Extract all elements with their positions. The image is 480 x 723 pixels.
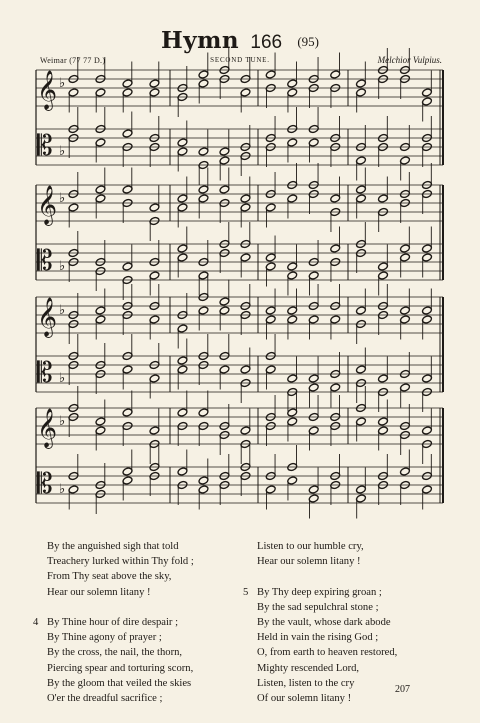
note-head	[287, 476, 298, 485]
note-head	[122, 79, 133, 88]
flat-sign-icon: ♭	[59, 259, 66, 274]
c-clef-icon: 𝄡	[37, 467, 53, 500]
note-head	[330, 194, 341, 203]
note-head	[265, 306, 276, 315]
note-head	[149, 426, 160, 435]
note-head	[177, 244, 188, 253]
verse-text: By Thine hour of dire despair ;	[47, 616, 179, 628]
note-head	[177, 324, 188, 333]
flat-sign-icon: ♭	[59, 303, 66, 318]
note-head	[422, 374, 433, 383]
note-head	[400, 467, 411, 476]
treble-clef-icon: 𝄞	[37, 185, 58, 225]
verse-text: By Thine agony of prayer ;	[47, 632, 162, 644]
flat-sign-icon: ♭	[59, 371, 66, 386]
verse-line	[33, 645, 243, 660]
verse-line	[33, 615, 243, 630]
note-head	[177, 194, 188, 203]
verse-text: O, from earth to heaven restored,	[257, 647, 398, 659]
note-head	[287, 408, 298, 417]
verse-line	[243, 691, 458, 706]
note-head	[308, 426, 319, 435]
verse-text: Of our solemn litany !	[257, 692, 352, 704]
note-head	[95, 417, 106, 426]
note-head	[68, 203, 79, 212]
verse-line	[243, 600, 458, 615]
note-head	[378, 417, 389, 426]
note-head	[122, 476, 133, 485]
note-head	[308, 271, 319, 280]
note-head	[95, 88, 106, 97]
c-clef-icon: 𝄡	[37, 244, 53, 277]
verse-text: By the sad sepulchral stone ;	[257, 601, 379, 613]
verse-text: Hear our solemn litany !	[257, 556, 361, 568]
verse-text: Listen to our humble cry,	[257, 541, 364, 552]
verse-line	[243, 585, 458, 600]
note-head	[122, 88, 133, 97]
verse-line	[243, 539, 458, 554]
note-head	[149, 271, 160, 280]
note-head	[122, 365, 133, 374]
verse-text: By the anguished sigh that told	[47, 541, 179, 552]
note-head	[68, 485, 79, 494]
verse-line	[33, 569, 243, 584]
note-head	[330, 70, 341, 79]
treble-clef-icon: 𝄞	[37, 408, 58, 448]
note-head	[177, 203, 188, 212]
treble-clef-icon: 𝄞	[37, 297, 58, 337]
note-head	[95, 194, 106, 203]
verse-text: By Thy deep expiring groan ;	[257, 586, 382, 598]
note-head	[308, 138, 319, 147]
note-head	[400, 253, 411, 262]
note-head	[177, 365, 188, 374]
verse-text: From Thy seat above the sky,	[47, 571, 172, 583]
note-head	[95, 138, 106, 147]
verse-line	[33, 585, 243, 600]
note-head	[378, 194, 389, 203]
composer-name: Melchior Vulpius.	[377, 55, 442, 65]
verse-text: Hear our solemn litany !	[47, 586, 151, 598]
note-head	[287, 79, 298, 88]
verse-column-left	[33, 539, 243, 706]
note-head	[378, 262, 389, 271]
note-head	[265, 262, 276, 271]
note-head	[177, 467, 188, 476]
note-head	[240, 194, 251, 203]
note-head	[198, 185, 209, 194]
note-head	[400, 315, 411, 324]
note-head	[422, 485, 433, 494]
note-head	[422, 253, 433, 262]
c-clef-icon: 𝄡	[37, 129, 53, 162]
note-head	[356, 194, 367, 203]
note-head	[287, 417, 298, 426]
note-head	[356, 417, 367, 426]
verse-line	[243, 676, 458, 691]
note-head	[219, 147, 230, 156]
note-head	[287, 306, 298, 315]
note-head	[149, 203, 160, 212]
verse-text: By the gloom that veiled the skies	[47, 677, 192, 689]
verse-line	[33, 600, 243, 615]
note-head	[356, 365, 367, 374]
verse-text: Piercing spear and torturing scorn,	[47, 662, 194, 674]
tune-name: Weimar (77 77 D.)	[40, 56, 106, 65]
note-head	[330, 383, 341, 392]
note-head	[422, 97, 433, 106]
flat-sign-icon: ♭	[59, 482, 66, 497]
note-head	[198, 476, 209, 485]
note-head	[198, 70, 209, 79]
verse-line	[243, 554, 458, 569]
note-head	[400, 306, 411, 315]
flat-sign-icon: ♭	[59, 76, 66, 91]
note-head	[240, 253, 251, 262]
note-head	[198, 79, 209, 88]
note-head	[400, 383, 411, 392]
note-head	[287, 194, 298, 203]
note-head	[149, 88, 160, 97]
c-clef-icon: 𝄡	[37, 356, 53, 389]
note-head	[330, 315, 341, 324]
note-head	[356, 88, 367, 97]
verse-line	[243, 645, 458, 660]
note-head	[219, 156, 230, 165]
verse-text: Held in vain the rising God ;	[257, 632, 379, 644]
note-head	[378, 426, 389, 435]
note-head	[400, 244, 411, 253]
note-head	[378, 374, 389, 383]
note-head	[287, 262, 298, 271]
note-head	[422, 244, 433, 253]
note-head	[287, 138, 298, 147]
verse-line	[33, 630, 243, 645]
note-head	[198, 194, 209, 203]
alt-number: (95)	[297, 34, 320, 49]
note-head	[198, 147, 209, 156]
verse-text: By the cross, the nail, the thorn,	[47, 647, 183, 659]
note-head	[122, 408, 133, 417]
verse-line	[243, 630, 458, 645]
note-head	[265, 365, 276, 374]
verse-line	[33, 691, 243, 706]
note-head	[422, 88, 433, 97]
note-head	[198, 485, 209, 494]
note-head	[422, 315, 433, 324]
verse-text: By the vault, whose dark abode	[257, 616, 391, 628]
verse-line	[243, 569, 458, 584]
note-head	[177, 408, 188, 417]
note-head	[265, 253, 276, 262]
verse-line	[243, 615, 458, 630]
note-head	[219, 306, 230, 315]
note-head	[95, 185, 106, 194]
verse-number: 4	[33, 616, 39, 628]
verse-line	[33, 554, 243, 569]
note-head	[177, 253, 188, 262]
verse-line	[243, 661, 458, 676]
note-head	[240, 88, 251, 97]
note-head	[198, 408, 209, 417]
page-number: 207	[395, 684, 410, 695]
note-head	[149, 315, 160, 324]
second-tune-label: SECOND TUNE.	[210, 56, 270, 64]
note-head	[240, 203, 251, 212]
note-head	[122, 129, 133, 138]
note-head	[177, 138, 188, 147]
note-head	[287, 374, 298, 383]
note-head	[287, 88, 298, 97]
verse-column-right	[243, 539, 458, 706]
flat-sign-icon: ♭	[59, 191, 66, 206]
note-head	[422, 426, 433, 435]
note-head	[198, 271, 209, 280]
verse-text: Treachery lurked within Thy fold ;	[47, 556, 194, 568]
flat-sign-icon: ♭	[59, 414, 66, 429]
note-head	[122, 185, 133, 194]
note-head	[240, 426, 251, 435]
verse-line	[33, 661, 243, 676]
verse-text: Listen, listen to the cry	[257, 677, 355, 689]
note-head	[149, 374, 160, 383]
note-head	[287, 271, 298, 280]
note-head	[356, 306, 367, 315]
note-head	[219, 185, 230, 194]
note-head	[219, 297, 230, 306]
note-head	[422, 306, 433, 315]
note-head	[356, 485, 367, 494]
note-head	[265, 203, 276, 212]
note-head	[68, 88, 79, 97]
note-head	[149, 79, 160, 88]
note-head	[177, 356, 188, 365]
note-head	[308, 494, 319, 503]
note-head	[265, 70, 276, 79]
hymn-number: 166	[250, 32, 283, 53]
note-head	[356, 185, 367, 194]
note-head	[356, 494, 367, 503]
note-head	[95, 306, 106, 315]
verse-line	[33, 676, 243, 691]
note-head	[356, 79, 367, 88]
note-head	[330, 244, 341, 253]
note-head	[287, 315, 298, 324]
treble-clef-icon: 𝄞	[37, 70, 58, 110]
note-head	[308, 315, 319, 324]
verse-text: O'er the dreadful sacrifice ;	[47, 692, 163, 704]
note-head	[122, 467, 133, 476]
note-head	[240, 365, 251, 374]
note-head	[308, 374, 319, 383]
verse-line	[33, 539, 243, 554]
note-head	[265, 315, 276, 324]
note-head	[219, 365, 230, 374]
note-head	[308, 485, 319, 494]
note-head	[122, 262, 133, 271]
flat-sign-icon: ♭	[59, 144, 66, 159]
note-head	[356, 156, 367, 165]
note-head	[400, 156, 411, 165]
note-head	[95, 426, 106, 435]
note-head	[378, 271, 389, 280]
note-head	[308, 383, 319, 392]
note-head	[177, 147, 188, 156]
hymn-word: Hymn	[160, 27, 240, 54]
note-head	[198, 306, 209, 315]
verse-number: 5	[243, 586, 249, 598]
note-head	[265, 485, 276, 494]
note-head	[95, 315, 106, 324]
verse-text: Mighty rescended Lord,	[257, 662, 360, 674]
